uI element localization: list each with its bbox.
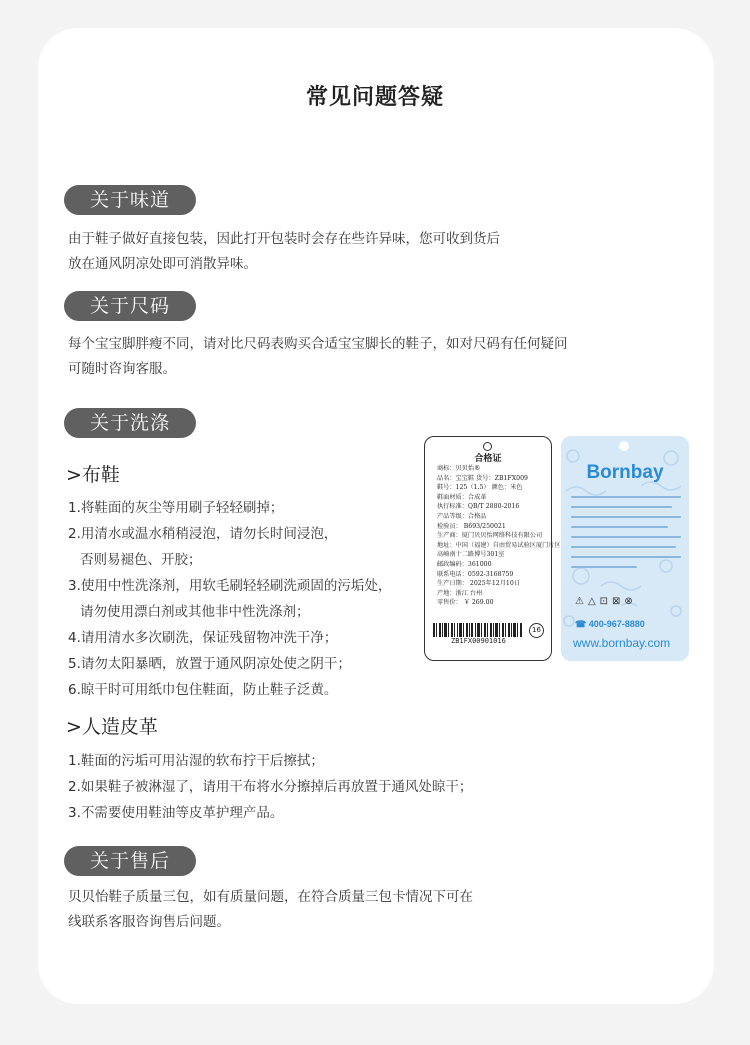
barcode bbox=[433, 623, 525, 637]
section-heading-smell: 关于味道 bbox=[64, 185, 196, 215]
leather-care-list bbox=[68, 748, 472, 826]
brand-url: www.bornbay.com bbox=[573, 636, 671, 650]
section-heading-size: 关于尺码 bbox=[64, 291, 196, 321]
smell-line: 由于鞋子做好直接包装，因此打开包装时会存在些许异味，您可收到货后 bbox=[68, 231, 500, 247]
cert-line: 商标：贝贝怡® bbox=[437, 465, 481, 472]
barcode-number: ZB1FX00901016 bbox=[451, 637, 506, 645]
list-item: 2.如果鞋子被淋湿了，请用干布将水分擦掉后再放置于通风处晾干； bbox=[68, 779, 473, 795]
list-item: 否则易褪色、开胶； bbox=[80, 552, 202, 568]
list-item: 2.用清水或温水稍稍浸泡，请勿长时间浸泡， bbox=[68, 526, 338, 542]
leather-subheading: >人造皮革 bbox=[66, 716, 158, 738]
cert-line: 生产日期： 2025年12月10日 bbox=[437, 580, 520, 588]
section-heading-wash: 关于洗涤 bbox=[64, 408, 196, 438]
cert-line: 地址：中国（福建）自由贸易试验区厦门片区 bbox=[437, 541, 561, 549]
certificate-lines bbox=[437, 464, 561, 608]
size-line: 每个宝宝脚胖瘦不同，请对比尺码表购买合适宝宝脚长的鞋子，如对尺码有任何疑问 bbox=[68, 336, 568, 352]
size-text bbox=[68, 332, 568, 382]
page-title: 常见问题答疑 bbox=[305, 85, 444, 110]
brand-phone: ☎ 400-967-8880 bbox=[575, 619, 645, 629]
cert-line: 产品等级：合格品 bbox=[437, 512, 487, 520]
list-item: 6.晾干时可用纸巾包住鞋面，防止鞋子泛黄。 bbox=[68, 682, 338, 698]
list-item: 4.请用清水多次刷洗，保证残留物冲洗干净； bbox=[68, 630, 338, 646]
bornbay-logo: Bornbay bbox=[586, 462, 664, 483]
smell-line: 放在通风阴凉处即可消散异味。 bbox=[68, 256, 257, 272]
cert-line: 产地：浙江 台州 bbox=[437, 589, 483, 597]
brand-phone-number: 400-967-8880 bbox=[588, 619, 645, 629]
size-line: 可随时咨询客服。 bbox=[68, 361, 176, 377]
cert-line: 检验员： B693/250021 bbox=[437, 522, 506, 530]
certificate-tag bbox=[424, 436, 561, 661]
care-symbols-icon: ⚠△⊡⊠⊗ bbox=[575, 596, 637, 607]
list-item: 请勿使用漂白剂或其他非中性洗涤剂； bbox=[80, 604, 310, 620]
cert-line: 鞋号：125（1.5） 颜色：米色 bbox=[437, 484, 523, 492]
cert-line: 鞋面材质：合成革 bbox=[437, 493, 487, 501]
smell-text bbox=[68, 227, 500, 277]
brand-tag bbox=[561, 436, 689, 661]
cloth-care-list bbox=[68, 495, 391, 703]
cert-line: 联系电话：0592-3168759 bbox=[437, 570, 514, 578]
list-item: 3.使用中性洗涤剂，用软毛刷轻轻刷洗顽固的污垢处， bbox=[68, 578, 392, 594]
cert-line: 高崎南十二路博号301室 bbox=[437, 551, 505, 559]
cert-line: 零售价： ￥ 269.00 bbox=[437, 599, 494, 607]
cert-line: 邮政编码：361000 bbox=[437, 560, 492, 568]
after-sale-line: 贝贝怡鞋子质量三包，如有质量问题，在符合质量三包卡情况下可在 bbox=[68, 889, 473, 905]
cert-line: 执行标准：QB/T 2880-2016 bbox=[437, 503, 520, 511]
cert-line: 品名：宝宝鞋 货号：ZB1FX009 bbox=[437, 474, 528, 482]
after-sale-line: 线联系客服咨询售后问题。 bbox=[68, 914, 230, 930]
size-mark: 16 bbox=[529, 623, 544, 638]
list-item: 3.不需要使用鞋油等皮革护理产品。 bbox=[68, 805, 284, 821]
after-sale-text bbox=[68, 885, 473, 935]
tag-hole bbox=[619, 441, 629, 451]
list-item: 1.将鞋面的灰尘等用刷子轻轻刷掉； bbox=[68, 500, 284, 516]
list-item: 1.鞋面的污垢可用沾湿的软布拧干后擦拭； bbox=[68, 753, 324, 769]
certificate-title: 合格证 bbox=[474, 454, 502, 464]
section-heading-after-sale: 关于售后 bbox=[64, 846, 196, 876]
cloth-shoe-subheading: >布鞋 bbox=[66, 464, 120, 486]
cert-line: 生产商：厦门贝贝怡网络科技有限公司 bbox=[437, 532, 543, 540]
brand-tag-fine-print bbox=[571, 496, 681, 576]
tag-hole bbox=[483, 442, 492, 451]
list-item: 5.请勿太阳暴晒，放置于通风阴凉处使之阴干； bbox=[68, 656, 351, 672]
